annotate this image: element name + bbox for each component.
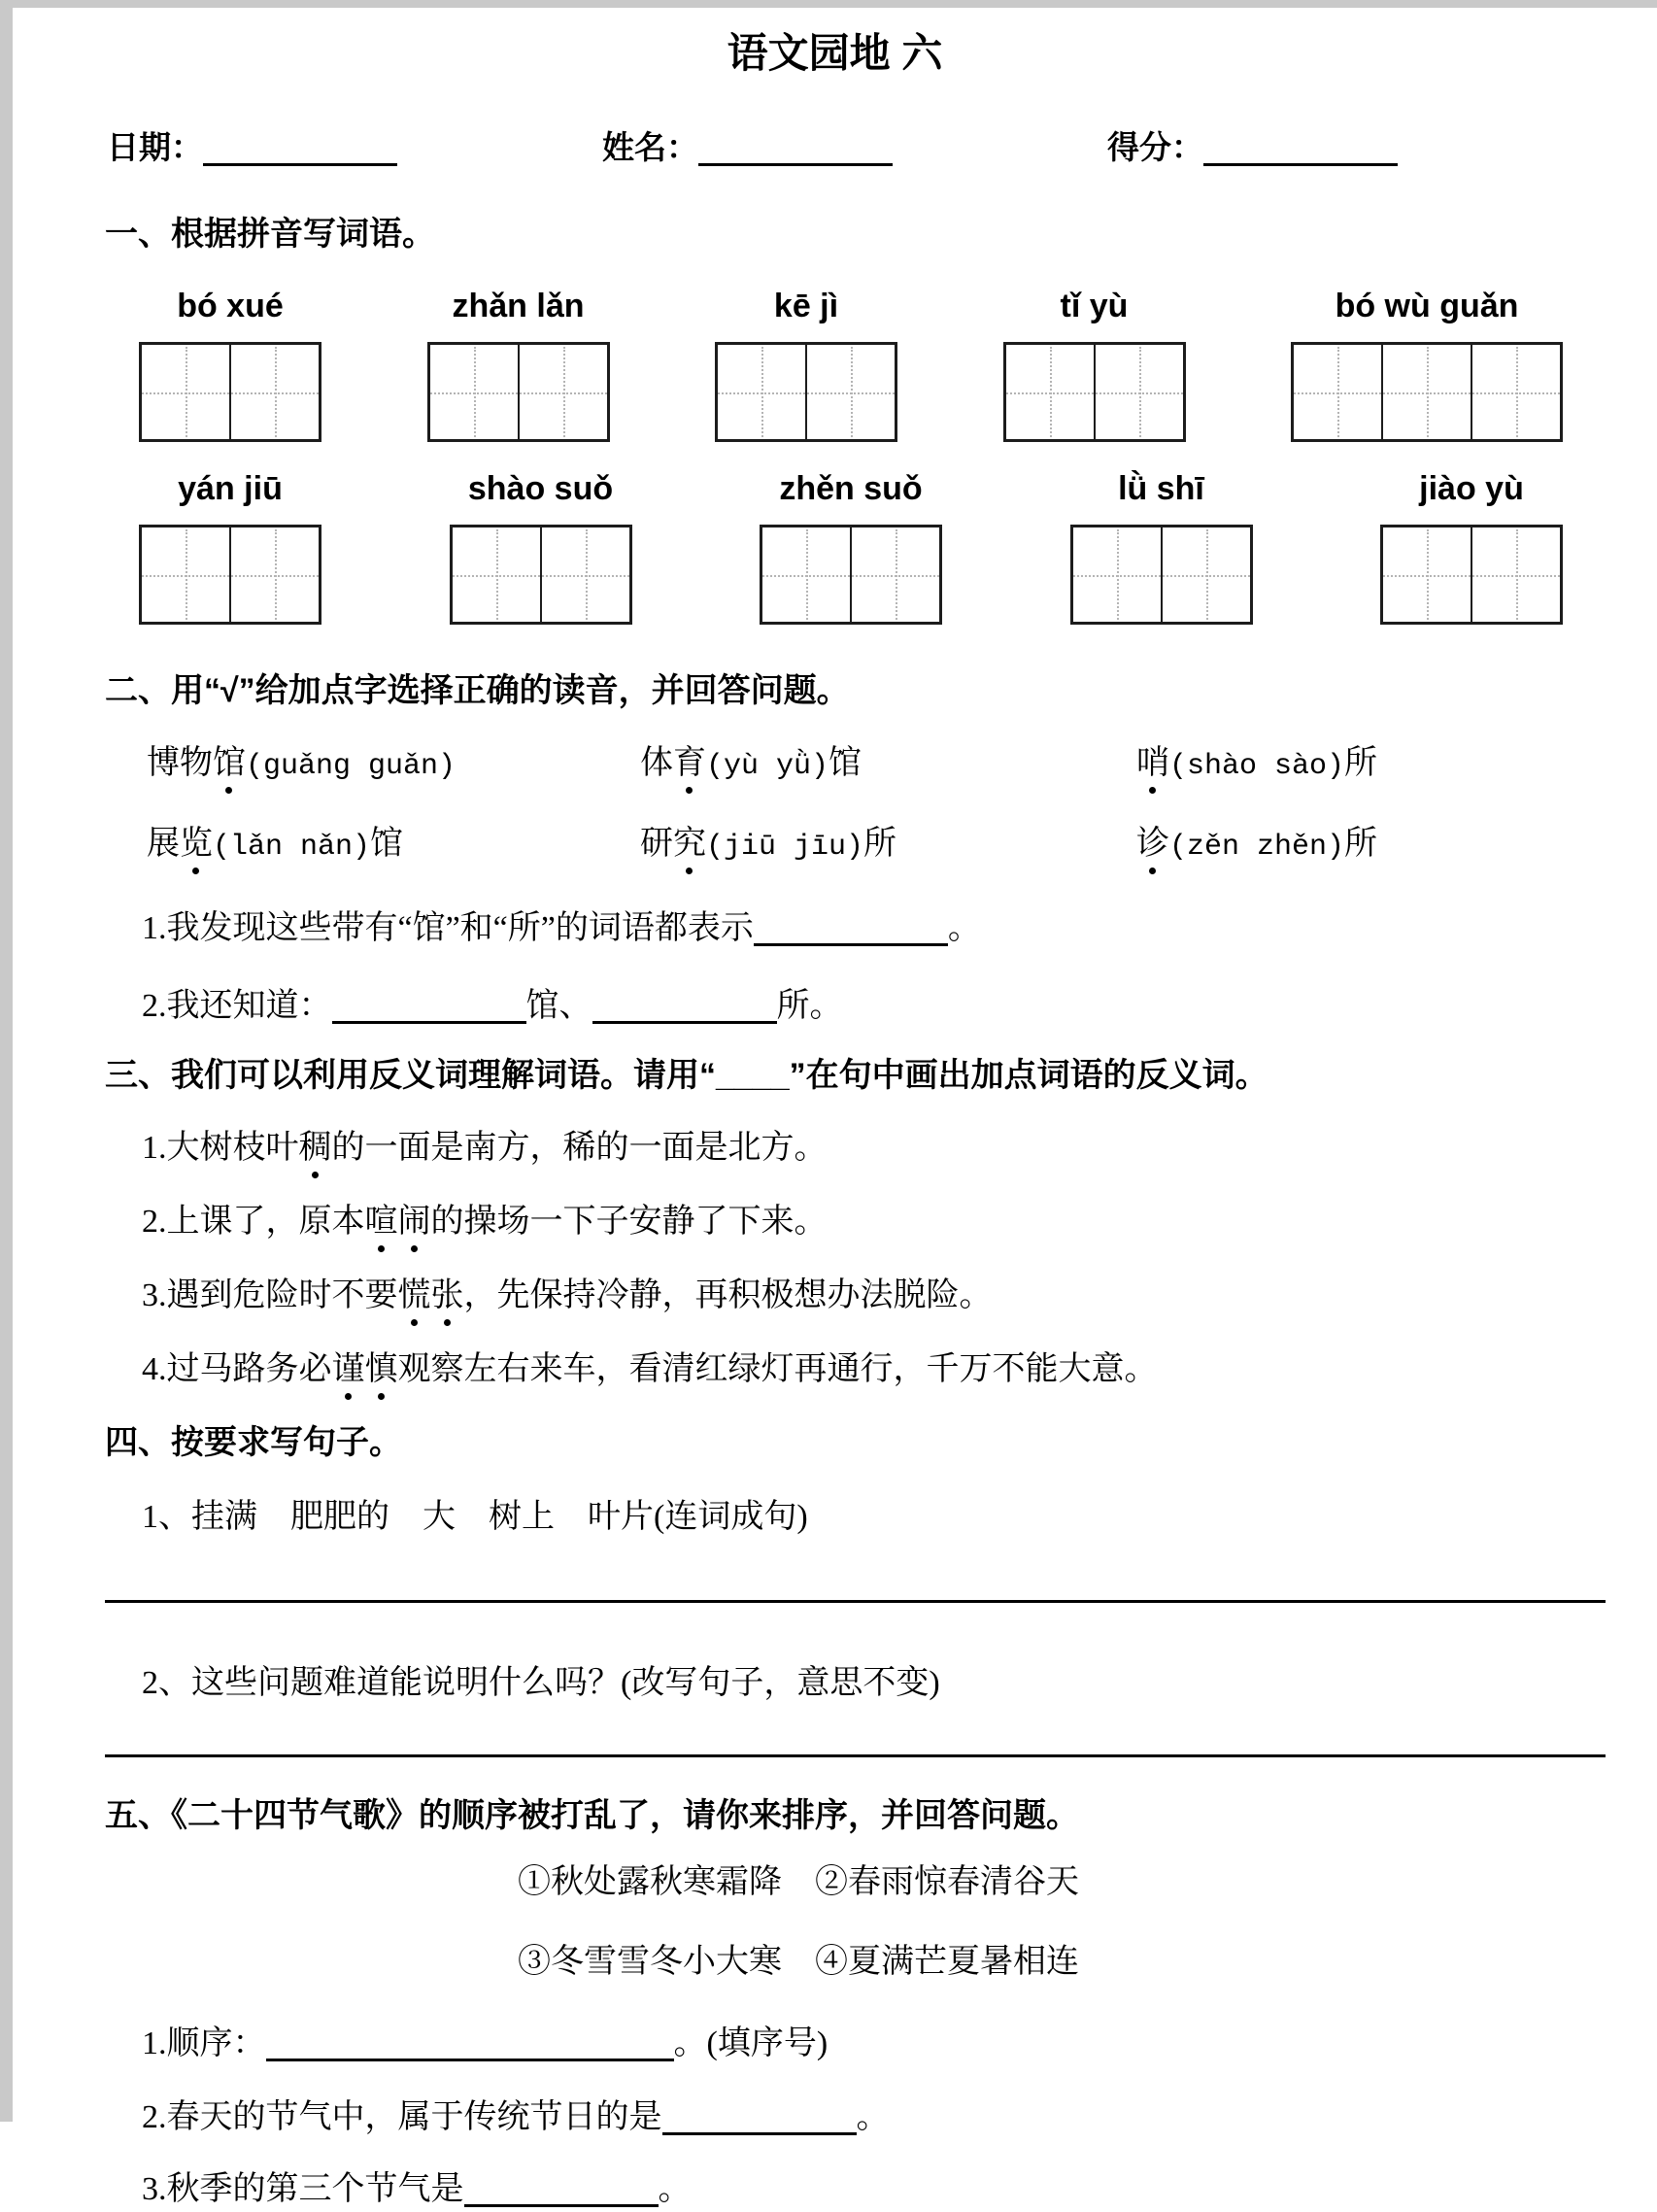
pinyin-label: shào suǒ: [467, 470, 614, 507]
writing-cell: [850, 527, 939, 622]
dotted-char: 馆: [213, 741, 246, 786]
text-run: 展: [147, 826, 180, 862]
pinyin-group: [1003, 287, 1186, 442]
dotted-word: [365, 1200, 431, 1244]
text-run: 1.我发现这些带有“馆”和“所”的词语都表示: [142, 910, 754, 946]
header-field-label: 姓名：: [602, 129, 698, 165]
section4-item-2: 2、这些问题难道能说明什么吗？(改写句子，意思不变): [142, 1665, 940, 1701]
answer-blank: [1203, 147, 1398, 166]
text-run: 。: [856, 2099, 890, 2135]
text-run: 体: [640, 745, 673, 781]
sentence-line: [142, 1347, 1657, 1392]
sentence-line: [142, 1126, 1657, 1171]
text-run: 2.我还知道：: [142, 988, 332, 1024]
page-edge-top: [0, 0, 1657, 8]
header-field-name: [602, 122, 1107, 168]
pinyin-options: (yù yǜ): [706, 750, 829, 783]
pinyin-options: (zěn zhěn): [1169, 831, 1345, 864]
section5-heading: 五、《二十四节气歌》的顺序被打乱了，请你来排序，并回答问题。: [105, 1797, 1079, 1834]
writing-grid: [427, 342, 610, 442]
text-run: 。: [947, 910, 981, 946]
dotted-word: [1136, 741, 1169, 786]
page-title: 语文园地 六: [727, 30, 943, 76]
dotted-char: 览: [180, 822, 213, 867]
text-run: 馆、: [525, 988, 592, 1024]
question-line: [142, 2167, 1657, 2212]
text-run: 的操场一下子安静了下来。: [430, 1204, 828, 1240]
header-field-label: 得分：: [1107, 129, 1203, 165]
dotted-char: 慎: [365, 1347, 398, 1392]
word-choice-item: [1136, 822, 1618, 869]
pinyin-group: [139, 287, 321, 442]
pinyin-group: [715, 287, 897, 442]
section5-questions: [13, 2022, 1657, 2212]
pinyin-group: [450, 469, 632, 625]
writing-grid: [450, 525, 632, 625]
pinyin-group: [1380, 469, 1563, 625]
writing-cell: [1073, 527, 1161, 622]
text-run: 3.遇到危险时不要: [142, 1277, 398, 1313]
pinyin-options: (jiū jīu): [706, 831, 864, 864]
worksheet-page: [13, 8, 1657, 2207]
pinyin-group: [1291, 287, 1563, 442]
text-run: 1.顺序：: [142, 2025, 266, 2061]
pinyin-label: zhǎn lǎn: [452, 288, 585, 324]
question-line: [142, 2095, 1657, 2140]
writing-grid: [1291, 342, 1563, 442]
writing-cell: [762, 527, 850, 622]
sentence-line: [142, 1200, 1657, 1244]
question-line: [142, 906, 1657, 951]
word-choice-item: [640, 822, 1136, 869]
pinyin-row: [139, 469, 1563, 625]
dotted-word: [673, 822, 706, 867]
pinyin-group: [1070, 469, 1253, 625]
question-line: [142, 984, 1657, 1029]
text-run: 馆: [828, 745, 862, 781]
dotted-char: 育: [673, 741, 706, 786]
dotted-char: 究: [673, 822, 706, 867]
writing-cell: [1294, 345, 1381, 439]
answer-blank: [464, 2169, 659, 2207]
section4-heading: 四、按要求写句子。: [105, 1424, 402, 1461]
writing-cell: [1094, 345, 1183, 439]
writing-cell: [142, 345, 229, 439]
dotted-word: [1136, 822, 1169, 867]
answer-blank: [662, 2097, 857, 2135]
text-run: 2.上课了，原本: [142, 1204, 365, 1240]
text-run: ，先保持冷静，再积极想办法脱险。: [463, 1277, 993, 1313]
dotted-char: 哨: [1136, 741, 1169, 786]
text-run: 观察左右来车，看清红绿灯再通行，千万不能大意。: [397, 1351, 1158, 1387]
dotted-word: [213, 741, 246, 786]
answer-blank: [332, 986, 526, 1024]
pronunciation-choice-area: [147, 741, 1618, 869]
answer-blank: [592, 986, 777, 1024]
text-run: 所。: [776, 988, 843, 1024]
dotted-word: [398, 1274, 464, 1318]
dotted-char: 谨: [332, 1347, 365, 1392]
pinyin-options: (guǎng guǎn): [246, 750, 457, 783]
writing-cell: [229, 527, 319, 622]
text-run: 所: [1344, 745, 1378, 781]
pinyin-label: yán jiū: [178, 470, 283, 507]
writing-cell: [518, 345, 607, 439]
pinyin-label: tǐ yù: [1060, 288, 1129, 324]
answer-writing-line: [105, 1600, 1606, 1603]
pinyin-row: [139, 287, 1563, 442]
dotted-word: [332, 1347, 398, 1392]
text-run: 馆: [370, 826, 404, 862]
text-run: 所: [1344, 826, 1378, 862]
text-run: 3.秋季的第三个节气是: [142, 2171, 464, 2207]
word-choice-row: [147, 741, 1618, 789]
pinyin-options: (shào sào): [1169, 750, 1345, 783]
text-run: 。(填序号): [673, 2025, 828, 2061]
section3-sentences: [13, 1126, 1657, 1392]
writing-cell: [1381, 345, 1471, 439]
pinyin-label: zhěn suǒ: [779, 470, 923, 507]
writing-grid: [1380, 525, 1563, 625]
word-choice-item: [1136, 741, 1618, 789]
section2-questions: [13, 906, 1657, 1029]
writing-cell: [540, 527, 629, 622]
pinyin-group: [427, 287, 610, 442]
dotted-char: 慌: [398, 1274, 431, 1318]
writing-cell: [1471, 345, 1560, 439]
dotted-word: [673, 741, 706, 786]
dotted-char: 稠: [299, 1126, 332, 1171]
writing-cell: [229, 345, 319, 439]
section3-heading: 三、我们可以利用反义词理解词语。请用“____”在句中画出加点词语的反义词。: [105, 1057, 1268, 1094]
text-run: 研: [640, 826, 673, 862]
text-run: 博物: [147, 745, 213, 781]
text-run: 4.过马路务必: [142, 1351, 332, 1387]
header-fields: [107, 122, 1657, 168]
writing-cell: [805, 345, 895, 439]
writing-cell: [430, 345, 518, 439]
writing-grid: [1003, 342, 1186, 442]
dotted-char: 诊: [1136, 822, 1169, 867]
question-line: [142, 2022, 1657, 2066]
dotted-char: 张: [431, 1274, 464, 1318]
answer-writing-line: [105, 1754, 1606, 1757]
dotted-word: [180, 822, 213, 867]
answer-blank: [698, 147, 893, 166]
text-run: 。: [658, 2171, 692, 2207]
text-run: 的一面是南方，稀的一面是北方。: [331, 1130, 828, 1166]
section4-item-1: 1、挂满 肥肥的 大 树上 叶片(连词成句): [142, 1499, 808, 1535]
word-choice-item: [147, 741, 640, 789]
header-field-score: [1107, 122, 1657, 168]
writing-cell: [453, 527, 540, 622]
answer-blank: [754, 908, 948, 946]
writing-grid: [760, 525, 942, 625]
writing-grid: [1070, 525, 1253, 625]
dotted-char: 闹: [398, 1200, 431, 1244]
dotted-word: [299, 1126, 332, 1171]
pinyin-label: lǜ shī: [1118, 470, 1204, 507]
writing-grid: [715, 342, 897, 442]
pinyin-label: bó wù guǎn: [1335, 288, 1519, 324]
header-field-label: 日期：: [107, 129, 203, 165]
writing-cell: [718, 345, 805, 439]
dotted-char: 喧: [365, 1200, 398, 1244]
text-run: 2.春天的节气中，属于传统节日的是: [142, 2099, 662, 2135]
writing-cell: [1471, 527, 1560, 622]
writing-grid: [139, 342, 321, 442]
pinyin-options: (lǎn nǎn): [213, 831, 371, 864]
text-run: 1.大树枝叶: [142, 1130, 299, 1166]
word-choice-row: [147, 822, 1618, 869]
pinyin-label: kē jì: [773, 288, 839, 324]
section1-heading: 一、根据拼音写词语。: [105, 216, 435, 253]
answer-blank: [266, 2024, 674, 2061]
pinyin-label: jiào yù: [1419, 470, 1524, 507]
word-choice-item: [640, 741, 1136, 789]
pinyin-group: [760, 469, 942, 625]
text-run: 所: [863, 826, 897, 862]
writing-cell: [1383, 527, 1471, 622]
header-field-date: [107, 122, 602, 168]
pinyin-group: [139, 469, 321, 625]
answer-blank: [203, 147, 397, 166]
writing-cell: [142, 527, 229, 622]
sentence-line: [142, 1274, 1657, 1318]
writing-cell: [1006, 345, 1094, 439]
writing-grid: [139, 525, 321, 625]
solar-terms-line-1: ①秋处露秋寒霜降 ②春雨惊春清谷天: [518, 1864, 1079, 1900]
writing-cell: [1161, 527, 1250, 622]
page-edge-left: [0, 0, 13, 2122]
word-choice-item: [147, 822, 640, 869]
pinyin-grid-area: [13, 287, 1657, 625]
pinyin-label: bó xué: [177, 288, 284, 324]
solar-terms-line-2: ③冬雪雪冬小大寒 ④夏满芒夏暑相连: [518, 1944, 1079, 1980]
section2-heading: 二、用“√”给加点字选择正确的读音，并回答问题。: [105, 672, 850, 709]
